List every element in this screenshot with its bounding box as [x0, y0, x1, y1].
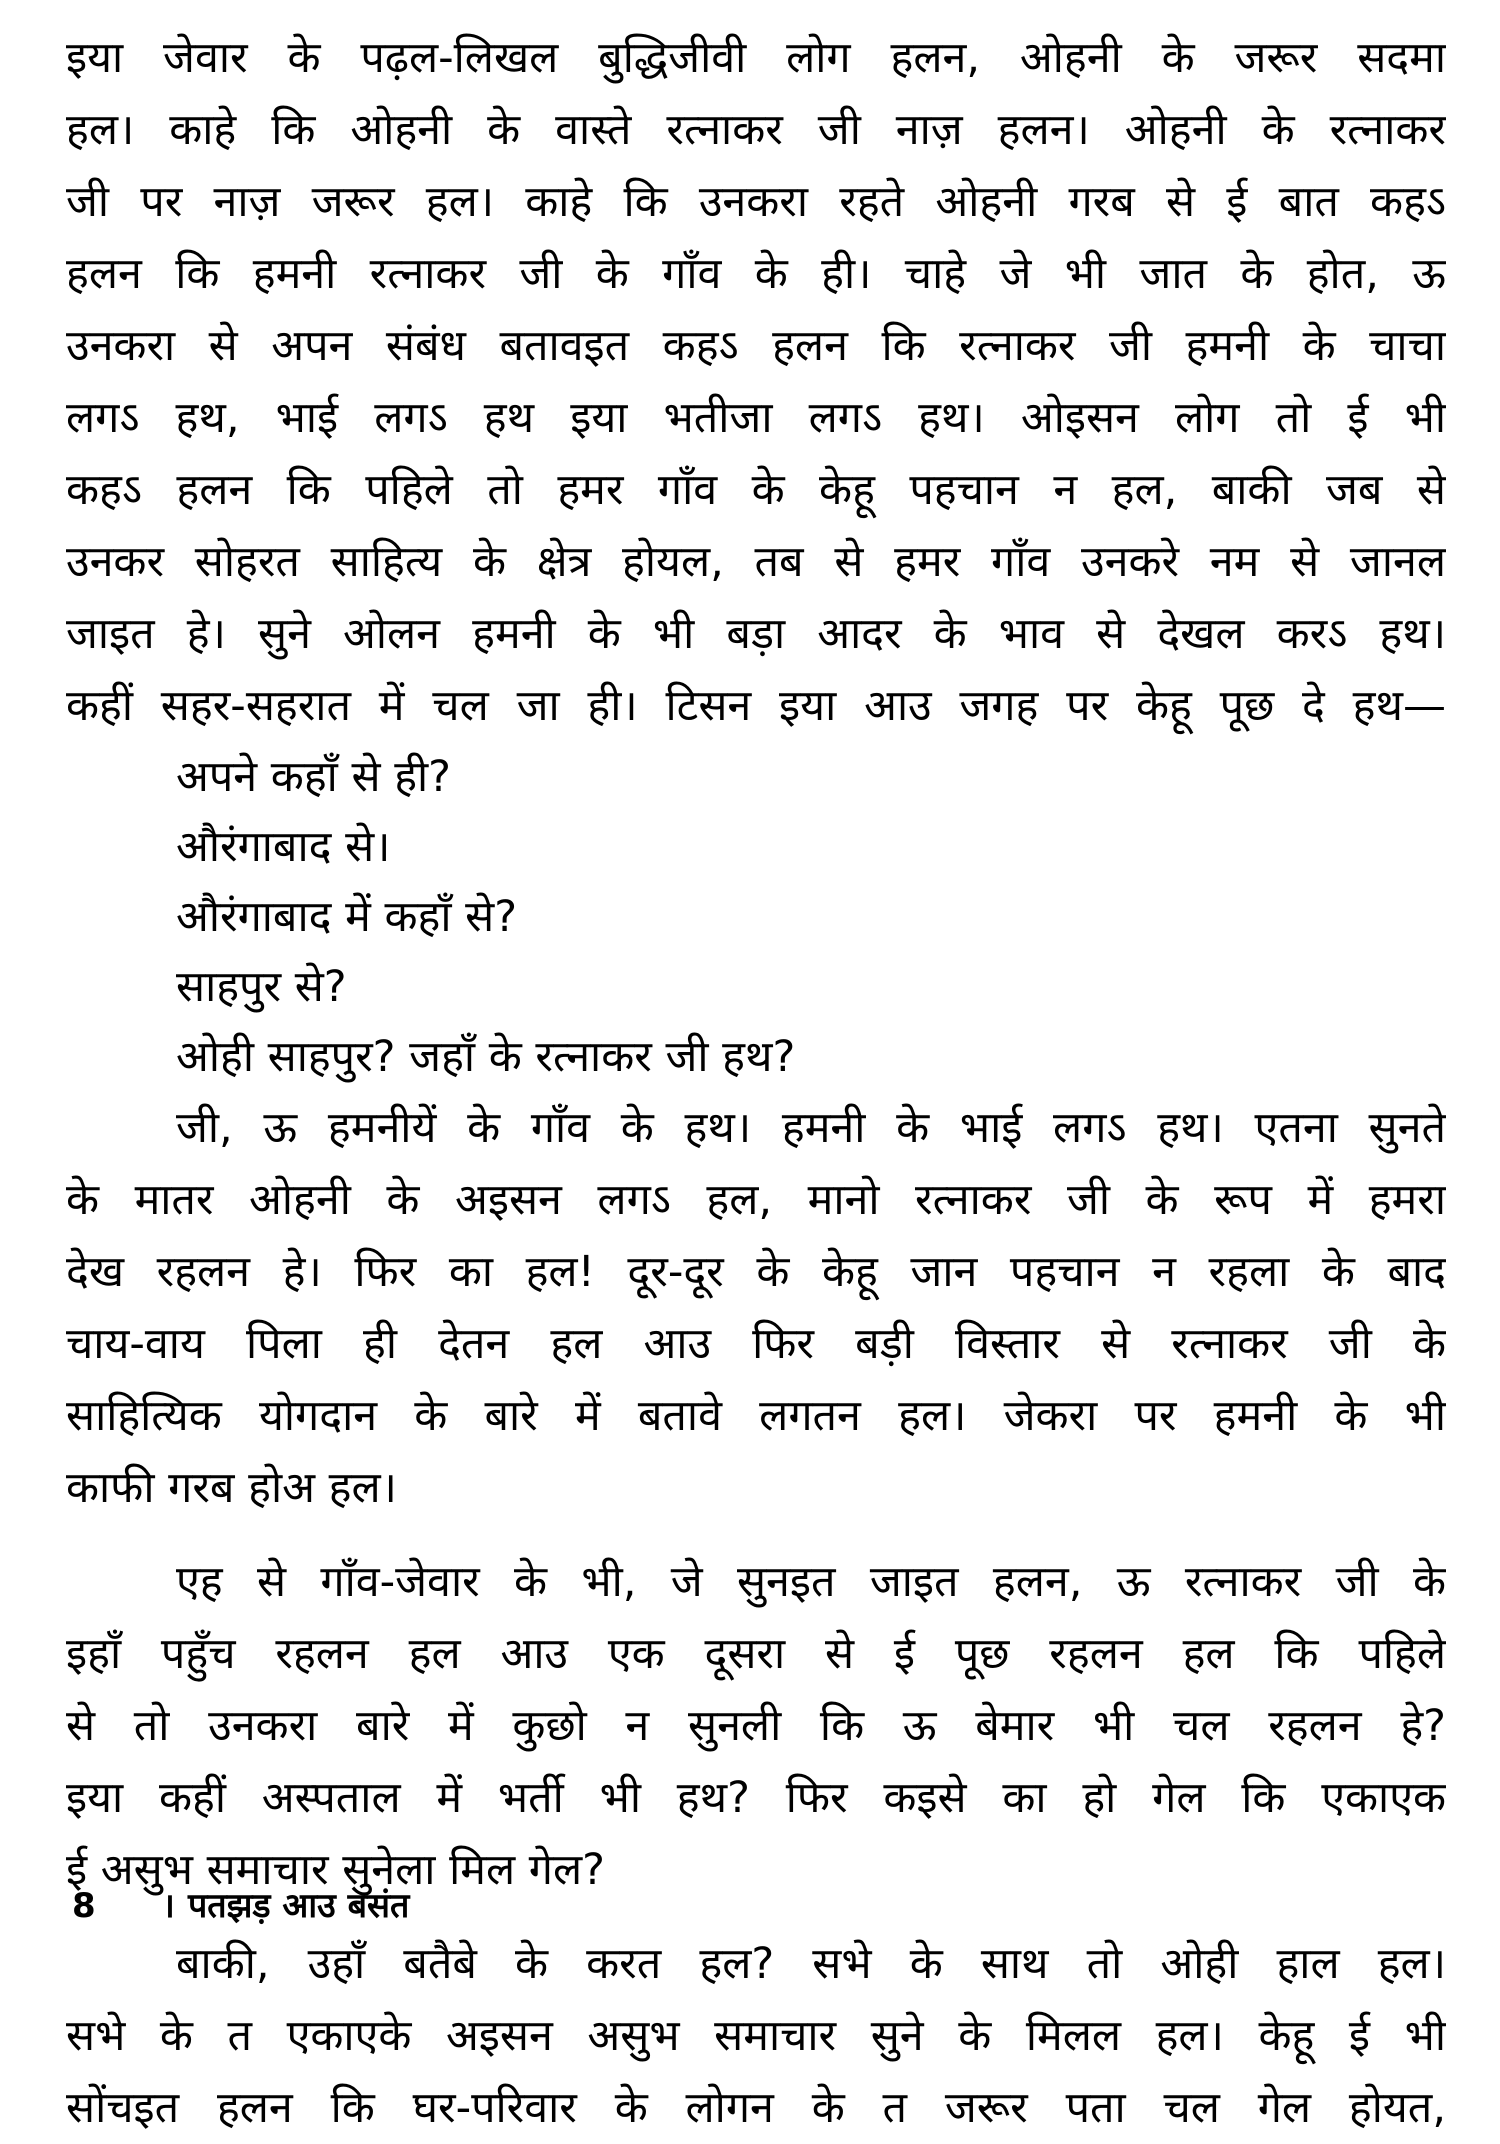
text-line: इया कहीं अस्पताल में भर्ती भी हथ? फिर कइसे का हो गेल कि एकाएक: [66, 1773, 1446, 1823]
text-line: चाय-वाय पिला ही देतन हल आउ फिर बड़ी विस्तार से रत्नाकर जी के: [66, 1319, 1446, 1369]
paragraph-3: [66, 1546, 1446, 1906]
page-footer: [72, 1878, 409, 1934]
dialogue-line: औरंगाबाद से।: [176, 822, 391, 872]
text-line: से तो उनकरा बारे में कुछो न सुनली कि ऊ बेमार भी चल रहलन हे?: [66, 1701, 1446, 1751]
dialogue-line: ओही साहपुर? जहाँ के रत्नाकर जी हथ?: [176, 1032, 796, 1082]
dialogue-block: [66, 742, 1446, 1092]
text-line: इया जेवार के पढ़ल-लिखल बुद्धिजीवी लोग हलन, ओहनी के जरूर सदमा: [66, 33, 1446, 83]
text-line: उनकरा से अपन संबंध बतावइत कहऽ हलन कि रत्नाकर जी हमनी के चाचा: [66, 321, 1446, 371]
text-line: जी पर नाज़ जरूर हल। काहे कि उनकरा रहते ओहनी गरब से ई बात कहऽ: [66, 177, 1446, 227]
text-line: जी, ऊ हमनीयें के गाँव के हथ। हमनी के भाई लगऽ हथ। एतना सुनते: [176, 1103, 1446, 1153]
text-line: लगऽ हथ, भाई लगऽ हथ इया भतीजा लगऽ हथ। ओइसन लोग तो ई भी: [66, 393, 1446, 443]
text-line: साहित्यिक योगदान के बारे में बतावे लगतन हल। जेकरा पर हमनी के भी: [66, 1391, 1446, 1441]
dialogue-line: औरंगाबाद में कहाँ से?: [176, 892, 518, 942]
book-title: पतझड़ आउ बसंत: [188, 1886, 410, 1926]
text-line: जाइत हे। सुने ओलन हमनी के भी बड़ा आदर के भाव से देखल करऽ हथ।: [66, 609, 1446, 659]
text-line: उनकर सोहरत साहित्य के क्षेत्र होयल, तब से हमर गाँव उनकरे नम से जानल: [66, 537, 1446, 587]
page-number: 8: [72, 1886, 96, 1926]
dialogue-line: साहपुर से?: [176, 962, 347, 1012]
text-line: सोंचइत हलन कि घर-परिवार के लोगन के त जरूर पता चल गेल होयत,: [66, 2083, 1446, 2133]
text-line: के मातर ओहनी के अइसन लगऽ हल, मानो रत्नाकर जी के रूप में हमरा: [66, 1175, 1446, 1225]
text-line: ई असुभ समाचार सुनेला मिल गेल?: [66, 1845, 605, 1895]
paragraph-1: [66, 22, 1446, 742]
text-line: हलन कि हमनी रत्नाकर जी के गाँव के ही। चाहे जे भी जात के होत, ऊ: [66, 249, 1446, 299]
text-line: कहऽ हलन कि पहिले तो हमर गाँव के केहू पहचान न हल, बाकी जब से: [66, 465, 1446, 515]
text-line: देख रहलन हे। फिर का हल! दूर-दूर के केहू जान पहचान न रहला के बाद: [66, 1247, 1446, 1297]
footer-separator: ।: [162, 1886, 175, 1926]
paragraph-2: [66, 1092, 1446, 1524]
text-line: इहाँ पहुँच रहलन हल आउ एक दूसरा से ई पूछ रहलन हल कि पहिले: [66, 1629, 1446, 1679]
dialogue-line: अपने कहाँ से ही?: [176, 752, 452, 802]
text-line: कहीं सहर-सहरात में चल जा ही। टिसन इया आउ जगह पर केहू पूछ दे हथ—: [66, 681, 1446, 731]
text-line: हल। काहे कि ओहनी के वास्ते रत्नाकर जी नाज़ हलन। ओहनी के रत्नाकर: [66, 105, 1446, 155]
text-line: बाकी, उहाँ बतैबे के करत हल? सभे के साथ तो ओही हाल हल।: [176, 1939, 1446, 1989]
text-line: काफी गरब होअ हल।: [66, 1463, 397, 1513]
paragraph-4: [66, 1928, 1446, 2144]
text-line: एह से गाँव-जेवार के भी, जे सुनइत जाइत हलन, ऊ रत्नाकर जी के: [176, 1557, 1446, 1607]
text-line: सभे के त एकाएके अइसन असुभ समाचार सुने के मिलल हल। केहू ई भी: [66, 2011, 1446, 2061]
body-text: [66, 22, 1446, 2144]
